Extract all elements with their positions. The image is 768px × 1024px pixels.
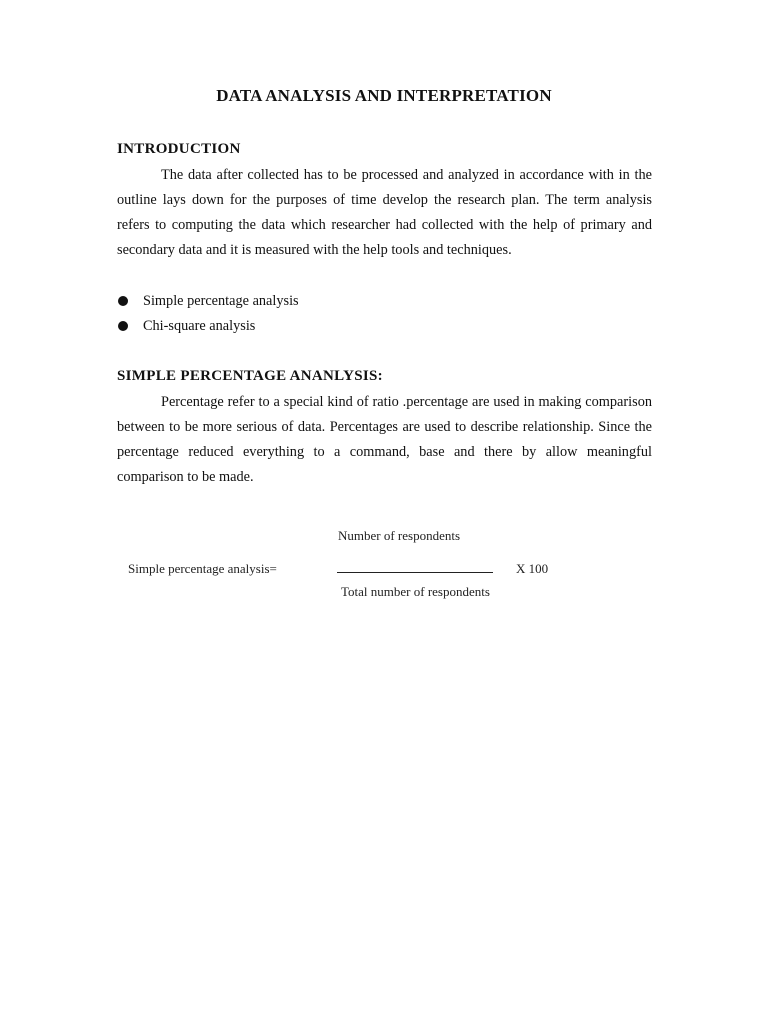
formula-numerator: Number of respondents xyxy=(338,528,461,543)
simple-percentage-paragraph: Percentage refer to a special kind of ratio .percentage are used in making comparison between to be more serious of data. Percentages are used to describe relationship. Since the percentage reduced everything to a command, base and there by allow meaningful comparison to be made. xyxy=(117,394,652,485)
introduction-paragraph: The data after collected has to be processed and analyzed in accordance with in the outline lays down for the purposes of time develop the research plan. The term analysis refers to computing the data which researcher had collected with the help of primary and secondary data and it is measured with the help tools and techniques. xyxy=(117,167,652,258)
fraction-bar xyxy=(337,572,493,573)
list-item-label: Chi-square analysis xyxy=(143,318,256,334)
page-title: DATA ANALYSIS AND INTERPRETATION xyxy=(216,86,552,105)
formula-multiplier: X 100 xyxy=(516,561,549,576)
section-heading-simple-percentage: SIMPLE PERCENTAGE ANANLYSIS: xyxy=(117,368,383,384)
section-heading-introduction: INTRODUCTION xyxy=(117,141,241,157)
formula-label: Simple percentage analysis= xyxy=(128,561,277,576)
list-item-label: Simple percentage analysis xyxy=(143,293,299,309)
bullet-icon xyxy=(118,296,128,306)
list-item xyxy=(117,289,299,314)
bullet-icon xyxy=(118,321,128,331)
formula-denominator: Total number of respondents xyxy=(341,584,490,599)
analysis-methods-list xyxy=(117,289,299,339)
list-item xyxy=(117,314,299,339)
